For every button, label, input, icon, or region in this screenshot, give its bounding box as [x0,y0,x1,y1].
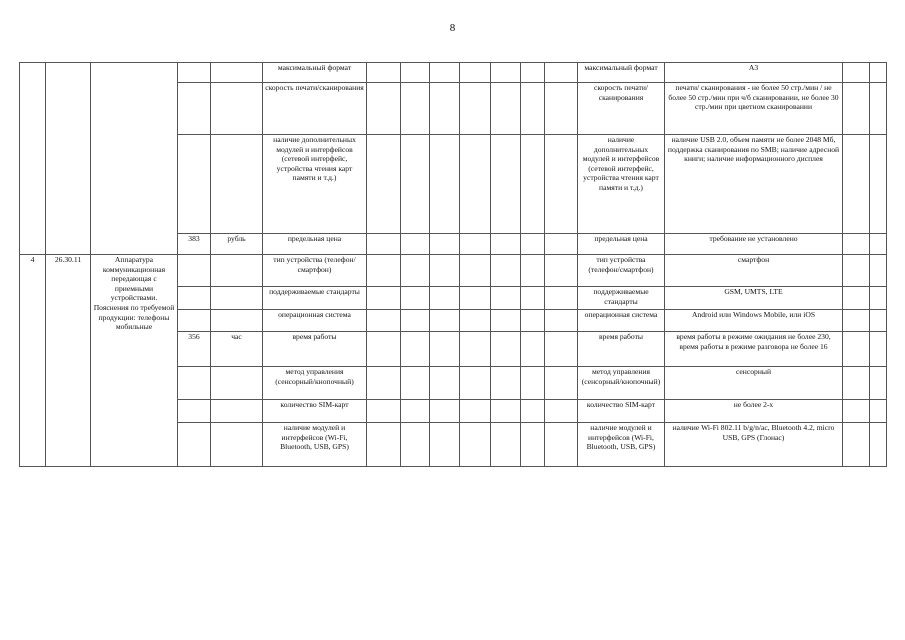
cell-empty [430,367,460,400]
page-number: 8 [449,22,456,34]
cell-unit-code [178,83,211,135]
cell-empty [367,332,401,367]
cell-empty [430,310,460,332]
cell-empty [521,423,545,467]
cell-empty [460,234,491,255]
cell-value: наличие Wi-Fi 802.11 b/g/n/ac, Bluetooth 4.2, micro USB, GPS (Глонас) [665,423,843,467]
cell-value: печати/ сканирования - не более 50 стр./мин / не более 50 стр./мин при ч/б сканировании, не более 30 стр./мин при цветном сканировании [665,83,843,135]
cell-empty [460,310,491,332]
cell-unit-code [178,135,211,234]
cell-requirement-characteristic: наличие модулей и интерфейсов (Wi-Fi, Bluetooth, USB, GPS) [578,423,665,467]
cell-empty [545,332,578,367]
cell-unit-name [211,367,263,400]
cell-empty [545,423,578,467]
cell-number [20,63,46,255]
cell-characteristic: метод управления (сенсорный/кнопочный) [263,367,367,400]
cell-empty [491,234,521,255]
cell-empty [843,400,870,423]
cell-empty [491,400,521,423]
cell-unit-name [211,310,263,332]
cell-empty [491,310,521,332]
cell-empty [843,287,870,310]
cell-value: Android или Windows Mobile, или iOS [665,310,843,332]
cell-value: время работы в режиме ожидания не более 230, время работы в режиме разговора не более 16 [665,332,843,367]
cell-empty [521,310,545,332]
cell-empty [491,255,521,287]
cell-empty [430,83,460,135]
cell-empty [843,83,870,135]
cell-empty [843,332,870,367]
cell-empty [491,332,521,367]
cell-okpd: 26.30.11 [46,255,91,467]
cell-empty [545,255,578,287]
cell-unit-name [211,255,263,287]
cell-empty [870,332,887,367]
cell-empty [401,332,430,367]
cell-empty [545,234,578,255]
table-row [20,255,887,287]
table-row [20,63,887,83]
cell-empty [870,423,887,467]
cell-empty [491,83,521,135]
cell-empty [491,287,521,310]
cell-empty [401,287,430,310]
cell-requirement-characteristic: максимальный формат [578,63,665,83]
cell-requirement-characteristic: время работы [578,332,665,367]
cell-requirement-characteristic: тип устройства (телефон/смартфон) [578,255,665,287]
cell-empty [521,135,545,234]
cell-empty [430,135,460,234]
cell-empty [843,135,870,234]
cell-number: 4 [20,255,46,467]
cell-empty [521,400,545,423]
cell-value: наличие USB 2.0, объем памяти не более 2048 Мб, поддержка сканирования по SMB; наличие адресной книги; наличие информационного дисплея [665,135,843,234]
cell-empty [843,63,870,83]
cell-empty [367,400,401,423]
cell-unit-name [211,423,263,467]
cell-empty [843,310,870,332]
cell-empty [401,310,430,332]
cell-empty [460,135,491,234]
cell-empty [843,367,870,400]
cell-characteristic: скорость печати/сканирования [263,83,367,135]
cell-empty [521,287,545,310]
cell-requirement-characteristic: предельная цена [578,234,665,255]
cell-unit-code: 383 [178,234,211,255]
cell-empty [843,423,870,467]
cell-unit-name [211,287,263,310]
cell-empty [460,367,491,400]
cell-unit-name [211,135,263,234]
cell-characteristic: время работы [263,332,367,367]
cell-empty [430,234,460,255]
cell-empty [367,234,401,255]
cell-unit-name: час [211,332,263,367]
cell-empty [367,135,401,234]
cell-characteristic: наличие дополнительных модулей и интерфейсов (сетевой интерфейс, устройства чтения карт памяти и т.д.) [263,135,367,234]
cell-empty [401,367,430,400]
cell-empty [401,423,430,467]
cell-requirement-characteristic: поддерживаемые стандарты [578,287,665,310]
cell-empty [491,63,521,83]
cell-empty [367,367,401,400]
cell-unit-code [178,423,211,467]
cell-value: требование не установлено [665,234,843,255]
cell-empty [521,367,545,400]
cell-unit-name [211,63,263,83]
cell-empty [545,63,578,83]
cell-empty [521,234,545,255]
cell-empty [870,367,887,400]
cell-value: сенсорный [665,367,843,400]
cell-empty [545,287,578,310]
cell-empty [843,234,870,255]
cell-empty [521,83,545,135]
cell-empty [401,83,430,135]
cell-empty [460,332,491,367]
cell-empty [521,255,545,287]
cell-empty [460,400,491,423]
cell-empty [460,63,491,83]
cell-description [91,63,178,255]
cell-unit-code [178,287,211,310]
cell-unit-code [178,310,211,332]
cell-empty [870,234,887,255]
cell-empty [460,83,491,135]
cell-empty [401,400,430,423]
cell-characteristic: наличие модулей и интерфейсов (Wi-Fi, Bluetooth, USB, GPS) [263,423,367,467]
cell-okpd [46,63,91,255]
cell-empty [401,63,430,83]
cell-value: смартфон [665,255,843,287]
cell-empty [521,332,545,367]
cell-empty [870,83,887,135]
cell-empty [460,255,491,287]
cell-empty [491,367,521,400]
cell-empty [545,400,578,423]
cell-empty [491,423,521,467]
cell-characteristic: поддерживаемые стандарты [263,287,367,310]
cell-value: А3 [665,63,843,83]
cell-empty [430,287,460,310]
cell-empty [545,367,578,400]
cell-unit-code: 356 [178,332,211,367]
cell-empty [401,234,430,255]
cell-requirement-characteristic: метод управления (сенсорный/кнопочный) [578,367,665,400]
cell-empty [430,332,460,367]
cell-unit-code [178,63,211,83]
cell-empty [367,310,401,332]
cell-empty [460,423,491,467]
cell-empty [870,310,887,332]
cell-empty [843,255,870,287]
cell-empty [870,63,887,83]
cell-empty [430,255,460,287]
cell-requirement-characteristic: наличие дополнительных модулей и интерфейсов (сетевой интерфейс, устройства чтения карт памяти и т.д.) [578,135,665,234]
cell-empty [367,83,401,135]
cell-empty [491,135,521,234]
cell-empty [870,400,887,423]
cell-characteristic: тип устройства (телефон/смартфон) [263,255,367,287]
requirements-table [19,62,887,467]
cell-empty [367,255,401,287]
cell-requirement-characteristic: операционная система [578,310,665,332]
cell-empty [870,255,887,287]
cell-unit-name [211,83,263,135]
cell-value: GSM, UMTS, LTE [665,287,843,310]
cell-characteristic: предельная цена [263,234,367,255]
cell-empty [430,63,460,83]
cell-description: Аппаратура коммуникационная передающая с приемными устройствами. Пояснения по требуемой продукции: телефоны мобильные [91,255,178,467]
cell-empty [460,287,491,310]
cell-unit-name: рубль [211,234,263,255]
cell-empty [367,63,401,83]
cell-characteristic: максимальный формат [263,63,367,83]
cell-empty [545,83,578,135]
cell-empty [367,423,401,467]
cell-empty [521,63,545,83]
cell-unit-code [178,255,211,287]
cell-empty [401,135,430,234]
cell-characteristic: количество SIM-карт [263,400,367,423]
cell-unit-code [178,367,211,400]
cell-empty [870,135,887,234]
cell-empty [545,310,578,332]
cell-empty [367,287,401,310]
cell-characteristic: операционная система [263,310,367,332]
cell-unit-code [178,400,211,423]
cell-empty [430,400,460,423]
cell-unit-name [211,400,263,423]
cell-empty [545,135,578,234]
cell-empty [870,287,887,310]
cell-requirement-characteristic: количество SIM-карт [578,400,665,423]
cell-value: не более 2-х [665,400,843,423]
cell-empty [401,255,430,287]
cell-requirement-characteristic: скорость печати/сканирования [578,83,665,135]
cell-empty [430,423,460,467]
